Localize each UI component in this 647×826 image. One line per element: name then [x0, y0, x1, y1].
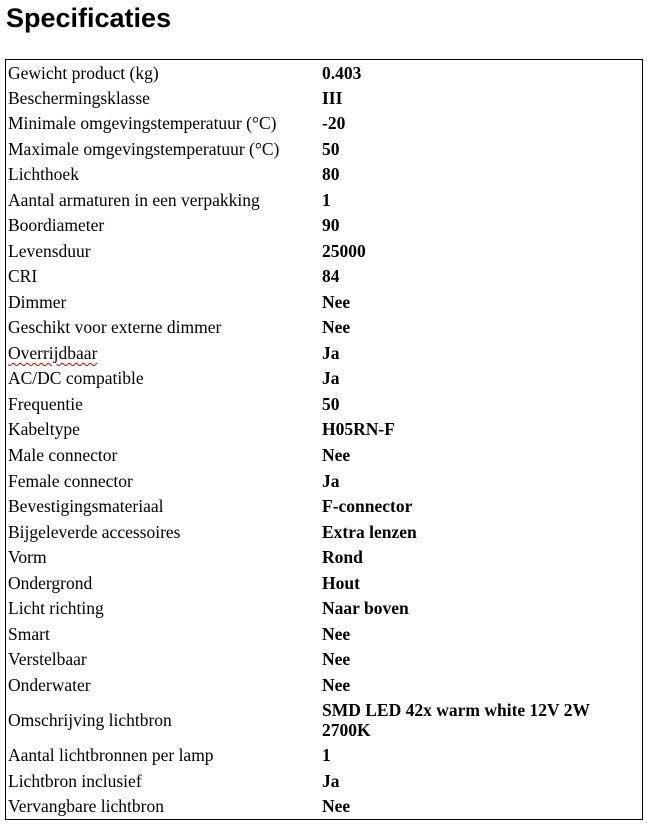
spec-value: 1	[322, 745, 331, 766]
spec-value: Nee	[322, 796, 351, 817]
spec-value: 80	[322, 164, 340, 185]
spec-label: Verstelbaar	[8, 649, 87, 670]
spec-value: SMD LED 42x warm white 12V 2W 2700K	[322, 700, 590, 740]
spec-label: AC/DC compatible	[8, 368, 144, 389]
spec-value: Nee	[322, 623, 351, 644]
spec-label: Boordiameter	[8, 215, 105, 236]
table-row	[6, 794, 643, 820]
table-row	[6, 417, 643, 443]
spec-label: CRI	[8, 266, 38, 287]
spec-value: 50	[322, 393, 340, 414]
table-row	[6, 136, 643, 162]
spec-value: H05RN-F	[322, 419, 395, 440]
table-row	[6, 213, 643, 239]
table-row	[6, 238, 643, 264]
spec-value: Nee	[322, 444, 351, 465]
spec-value: Ja	[322, 770, 340, 791]
spec-label: Maximale omgevingstemperatuur (°C)	[8, 138, 280, 159]
spec-value: III	[322, 87, 343, 108]
table-row	[6, 493, 643, 519]
table-row	[6, 366, 643, 392]
spec-value: Nee	[322, 649, 351, 670]
table-row	[6, 544, 643, 570]
spec-label: Smart	[8, 623, 50, 644]
spec-value: Naar boven	[322, 598, 409, 619]
table-row	[6, 289, 643, 315]
table-row	[6, 85, 643, 111]
spec-label: Licht richting	[8, 598, 104, 619]
spec-value: F-connector	[322, 496, 413, 517]
spec-value: 0.403	[322, 62, 362, 83]
spec-label: Ondergrond	[8, 572, 93, 593]
spec-label: Gewicht product (kg)	[8, 62, 159, 83]
table-row	[6, 743, 643, 769]
page-title: Specificaties	[6, 3, 172, 33]
spec-value: Extra lenzen	[322, 521, 417, 542]
spec-label: Beschermingsklasse	[8, 87, 150, 108]
spec-label: Omschrijving lichtbron	[8, 710, 172, 730]
table-row	[6, 621, 643, 647]
spec-label: Frequentie	[8, 393, 83, 414]
table-row	[6, 519, 643, 545]
spec-label: Male connector	[8, 444, 118, 465]
table-row	[6, 570, 643, 596]
spec-label: Female connector	[8, 470, 133, 491]
spec-value: 84	[322, 266, 340, 287]
spec-label: Kabeltype	[8, 419, 80, 440]
table-row	[6, 264, 643, 290]
table-row	[6, 315, 643, 341]
spellcheck-underline: Overrijdbaar	[8, 342, 98, 363]
table-row	[6, 391, 643, 417]
spec-value: -20	[322, 113, 346, 134]
spec-value: Ja	[322, 342, 340, 363]
table-row	[6, 111, 643, 137]
spec-label: Bijgeleverde accessoires	[8, 521, 181, 542]
spec-value: Ja	[322, 470, 340, 491]
spec-value: Hout	[322, 572, 360, 593]
table-row	[6, 162, 643, 188]
spec-label: Levensduur	[8, 240, 91, 261]
spec-label: Minimale omgevingstemperatuur (°C)	[8, 113, 277, 134]
spec-label: Dimmer	[8, 291, 67, 312]
table-row	[6, 672, 643, 698]
table-row	[6, 60, 643, 86]
spec-value: 90	[322, 215, 340, 236]
spec-label: Onderwater	[8, 674, 91, 695]
table-row	[6, 442, 643, 468]
spec-label: Geschikt voor externe dimmer	[8, 317, 222, 338]
spec-label	[6, 340, 321, 366]
specifications-table	[5, 59, 643, 820]
spec-value: 25000	[322, 240, 366, 261]
spec-value: 50	[322, 138, 340, 159]
spec-value: Nee	[322, 674, 351, 695]
spec-value: Ja	[322, 368, 340, 389]
spec-value: Rond	[322, 547, 363, 568]
spec-label: Lichtbron inclusief	[8, 770, 142, 791]
spec-value: Nee	[322, 317, 351, 338]
table-row	[6, 468, 643, 494]
table-row	[6, 768, 643, 794]
table-row	[6, 697, 643, 742]
spec-label: Vervangbare lichtbron	[8, 796, 164, 817]
table-row	[6, 646, 643, 672]
spec-label: Vorm	[8, 547, 47, 568]
table-row	[6, 340, 643, 366]
spec-label: Lichthoek	[8, 164, 79, 185]
spec-label: Aantal lichtbronnen per lamp	[8, 745, 214, 766]
table-row	[6, 595, 643, 621]
spec-value: Nee	[322, 291, 351, 312]
table-row	[6, 187, 643, 213]
spec-value: 1	[322, 189, 331, 210]
spec-label: Aantal armaturen in een verpakking	[8, 189, 260, 210]
spec-label: Bevestigingsmateriaal	[8, 496, 164, 517]
